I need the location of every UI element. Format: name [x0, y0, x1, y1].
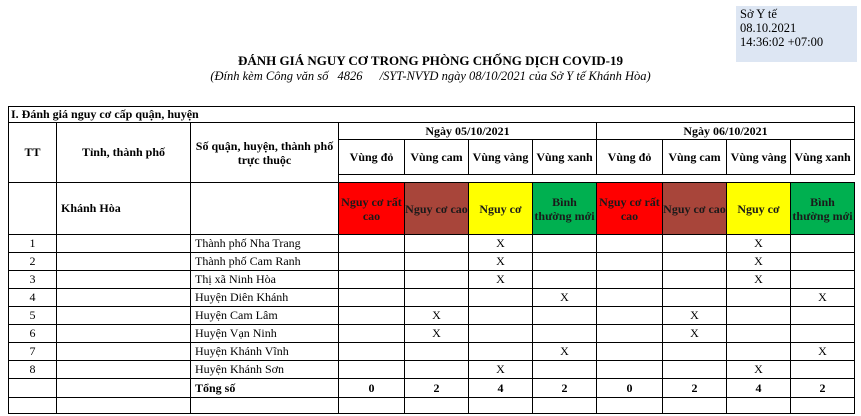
row-mark-red-day1 [339, 307, 405, 325]
province-district-cell [191, 183, 339, 235]
row-tt: 5 [9, 307, 57, 325]
row-mark-orange-day1 [405, 361, 469, 379]
total-orange-day2: 2 [663, 379, 727, 398]
risk-level-green-day1: Bình thường mới [533, 183, 597, 235]
row-province [57, 325, 191, 343]
row-mark-orange-day1 [405, 253, 469, 271]
row-mark-red-day2 [597, 361, 663, 379]
row-mark-red-day2 [597, 343, 663, 361]
row-mark-green-day2 [791, 307, 855, 325]
row-mark-orange-day2 [663, 343, 727, 361]
row-mark-orange-day1 [405, 343, 469, 361]
row-district-name: Thành phố Nha Trang [191, 235, 339, 253]
total-province [57, 379, 191, 398]
row-mark-green-day2 [791, 361, 855, 379]
row-province [57, 271, 191, 289]
row-mark-red-day1 [339, 343, 405, 361]
row-mark-green-day2: X [791, 289, 855, 307]
row-mark-yellow-day2: X [727, 361, 791, 379]
row-mark-yellow-day2 [727, 289, 791, 307]
stamp-time: 14:36:02 +07:00 [740, 35, 824, 49]
row-district-name: Thành phố Cam Ranh [191, 253, 339, 271]
document-title: ĐÁNH GIÁ NGUY CƠ TRONG PHÒNG CHỐNG DỊCH COVID-19 [238, 53, 623, 68]
section-title: I. Đánh giá nguy cơ cấp quận, huyện [9, 107, 855, 123]
row-mark-yellow-day1: X [469, 271, 533, 289]
table-row [9, 343, 855, 361]
row-province [57, 307, 191, 325]
row-tt: 3 [9, 271, 57, 289]
empty-cell [469, 398, 533, 414]
row-mark-yellow-day1: X [469, 235, 533, 253]
row-mark-orange-day2: X [663, 325, 727, 343]
total-red-day1: 0 [339, 379, 405, 398]
province-name: Khánh Hòa [57, 183, 191, 235]
stamp-date: 08.10.2021 [740, 21, 797, 35]
row-mark-yellow-day1: X [469, 253, 533, 271]
empty-cell [791, 398, 855, 414]
subtitle-number: 4826 [337, 69, 363, 83]
risk-level-yellow-day1: Nguy cơ [469, 183, 533, 235]
row-province [57, 343, 191, 361]
table-row [9, 307, 855, 325]
empty-cell [663, 398, 727, 414]
row-mark-orange-day2 [663, 289, 727, 307]
row-tt: 7 [9, 343, 57, 361]
total-red-day2: 0 [597, 379, 663, 398]
row-district-name: Huyện Khánh Sơn [191, 361, 339, 379]
total-orange-day1: 2 [405, 379, 469, 398]
row-mark-red-day2 [597, 307, 663, 325]
header-date-1: Ngày 05/10/2021 [339, 123, 597, 140]
row-mark-orange-day2: X [663, 307, 727, 325]
row-tt: 1 [9, 235, 57, 253]
row-mark-green-day2 [791, 325, 855, 343]
header-province: Tỉnh, thành phố [57, 123, 191, 183]
row-mark-red-day2 [597, 253, 663, 271]
row-mark-yellow-day1 [469, 325, 533, 343]
row-mark-green-day1 [533, 253, 597, 271]
empty-cell [339, 398, 405, 414]
row-mark-green-day2: X [791, 343, 855, 361]
header-tt: TT [9, 123, 57, 183]
header-date-2: Ngày 06/10/2021 [597, 123, 855, 140]
row-mark-green-day1 [533, 361, 597, 379]
table-row [9, 253, 855, 271]
table-row [9, 289, 855, 307]
row-mark-red-day1 [339, 235, 405, 253]
row-mark-orange-day1: X [405, 325, 469, 343]
risk-assessment-table [8, 106, 855, 414]
subtitle-suffix: /SYT-NVYD ngày 08/10/2021 của Sở Y tế Khánh Hòa) [379, 69, 651, 83]
empty-cell [597, 398, 663, 414]
risk-level-yellow-day2: Nguy cơ [727, 183, 791, 235]
table-row [9, 271, 855, 289]
row-province [57, 289, 191, 307]
row-mark-yellow-day2 [727, 325, 791, 343]
zone-header-green-day1: Vùng xanh [533, 140, 597, 175]
empty-cell [57, 398, 191, 414]
row-district-name: Huyện Diên Khánh [191, 289, 339, 307]
row-tt: 2 [9, 253, 57, 271]
row-mark-orange-day2 [663, 271, 727, 289]
row-mark-yellow-day1 [469, 343, 533, 361]
row-mark-red-day1 [339, 361, 405, 379]
table-row [9, 325, 855, 343]
row-district-name: Huyện Vạn Ninh [191, 325, 339, 343]
row-mark-green-day2 [791, 271, 855, 289]
empty-cell [533, 398, 597, 414]
province-tt-cell [9, 183, 57, 235]
row-mark-yellow-day1: X [469, 361, 533, 379]
total-label: Tổng số [191, 379, 339, 398]
row-tt: 8 [9, 361, 57, 379]
row-mark-red-day2 [597, 235, 663, 253]
row-mark-green-day1: X [533, 289, 597, 307]
row-mark-red-day1 [339, 325, 405, 343]
row-mark-orange-day1 [405, 271, 469, 289]
row-mark-green-day1 [533, 271, 597, 289]
row-mark-red-day2 [597, 325, 663, 343]
total-yellow-day2: 4 [727, 379, 791, 398]
total-yellow-day1: 4 [469, 379, 533, 398]
row-mark-orange-day1 [405, 289, 469, 307]
risk-level-orange-day2: Nguy cơ cao [663, 183, 727, 235]
total-tt [9, 379, 57, 398]
empty-cell [727, 398, 791, 414]
row-mark-green-day1 [533, 325, 597, 343]
zone-header-green-day2: Vùng xanh [791, 140, 855, 175]
document-subtitle [0, 69, 861, 84]
row-mark-green-day1: X [533, 343, 597, 361]
row-tt: 6 [9, 325, 57, 343]
subtitle-prefix: (Đính kèm Công văn số [210, 69, 329, 83]
empty-cell [405, 398, 469, 414]
total-row [9, 379, 855, 398]
empty-cell [9, 398, 57, 414]
zone-header-yellow-day2: Vùng vàng [727, 140, 791, 175]
row-mark-yellow-day2: X [727, 271, 791, 289]
row-province [57, 235, 191, 253]
row-mark-red-day1 [339, 253, 405, 271]
row-district-name: Huyện Cam Lâm [191, 307, 339, 325]
stamp-organization: Sở Y tế [740, 7, 777, 21]
risk-level-green-day2: Bình thường mới [791, 183, 855, 235]
zone-header-yellow-day1: Vùng vàng [469, 140, 533, 175]
row-mark-yellow-day2: X [727, 253, 791, 271]
zone-header-red-day2: Vùng đỏ [597, 140, 663, 175]
total-green-day2: 2 [791, 379, 855, 398]
row-mark-green-day2 [791, 235, 855, 253]
row-province [57, 253, 191, 271]
row-mark-yellow-day2 [727, 307, 791, 325]
row-mark-orange-day2 [663, 235, 727, 253]
row-mark-orange-day1 [405, 235, 469, 253]
table-row [9, 235, 855, 253]
row-tt: 4 [9, 289, 57, 307]
empty-cell [191, 398, 339, 414]
row-mark-yellow-day2: X [727, 235, 791, 253]
row-mark-green-day1 [533, 307, 597, 325]
empty-row [9, 398, 855, 414]
risk-level-red-day2: Nguy cơ rất cao [597, 183, 663, 235]
header-spacer [339, 175, 855, 183]
row-mark-orange-day2 [663, 361, 727, 379]
row-district-name: Thị xã Ninh Hòa [191, 271, 339, 289]
row-district-name: Huyện Khánh Vĩnh [191, 343, 339, 361]
row-mark-red-day2 [597, 271, 663, 289]
risk-level-red-day1: Nguy cơ rất cao [339, 183, 405, 235]
row-mark-orange-day2 [663, 253, 727, 271]
risk-level-orange-day1: Nguy cơ cao [405, 183, 469, 235]
table-row [9, 361, 855, 379]
row-mark-yellow-day1 [469, 307, 533, 325]
total-green-day1: 2 [533, 379, 597, 398]
row-mark-green-day2 [791, 253, 855, 271]
row-mark-orange-day1: X [405, 307, 469, 325]
row-mark-red-day1 [339, 289, 405, 307]
row-mark-green-day1 [533, 235, 597, 253]
zone-header-orange-day2: Vùng cam [663, 140, 727, 175]
zone-header-red-day1: Vùng đỏ [339, 140, 405, 175]
header-district: Số quận, huyện, thành phố trực thuộc [191, 123, 339, 183]
row-mark-red-day2 [597, 289, 663, 307]
zone-header-orange-day1: Vùng cam [405, 140, 469, 175]
row-mark-yellow-day2 [727, 343, 791, 361]
row-mark-red-day1 [339, 271, 405, 289]
row-province [57, 361, 191, 379]
row-mark-yellow-day1 [469, 289, 533, 307]
